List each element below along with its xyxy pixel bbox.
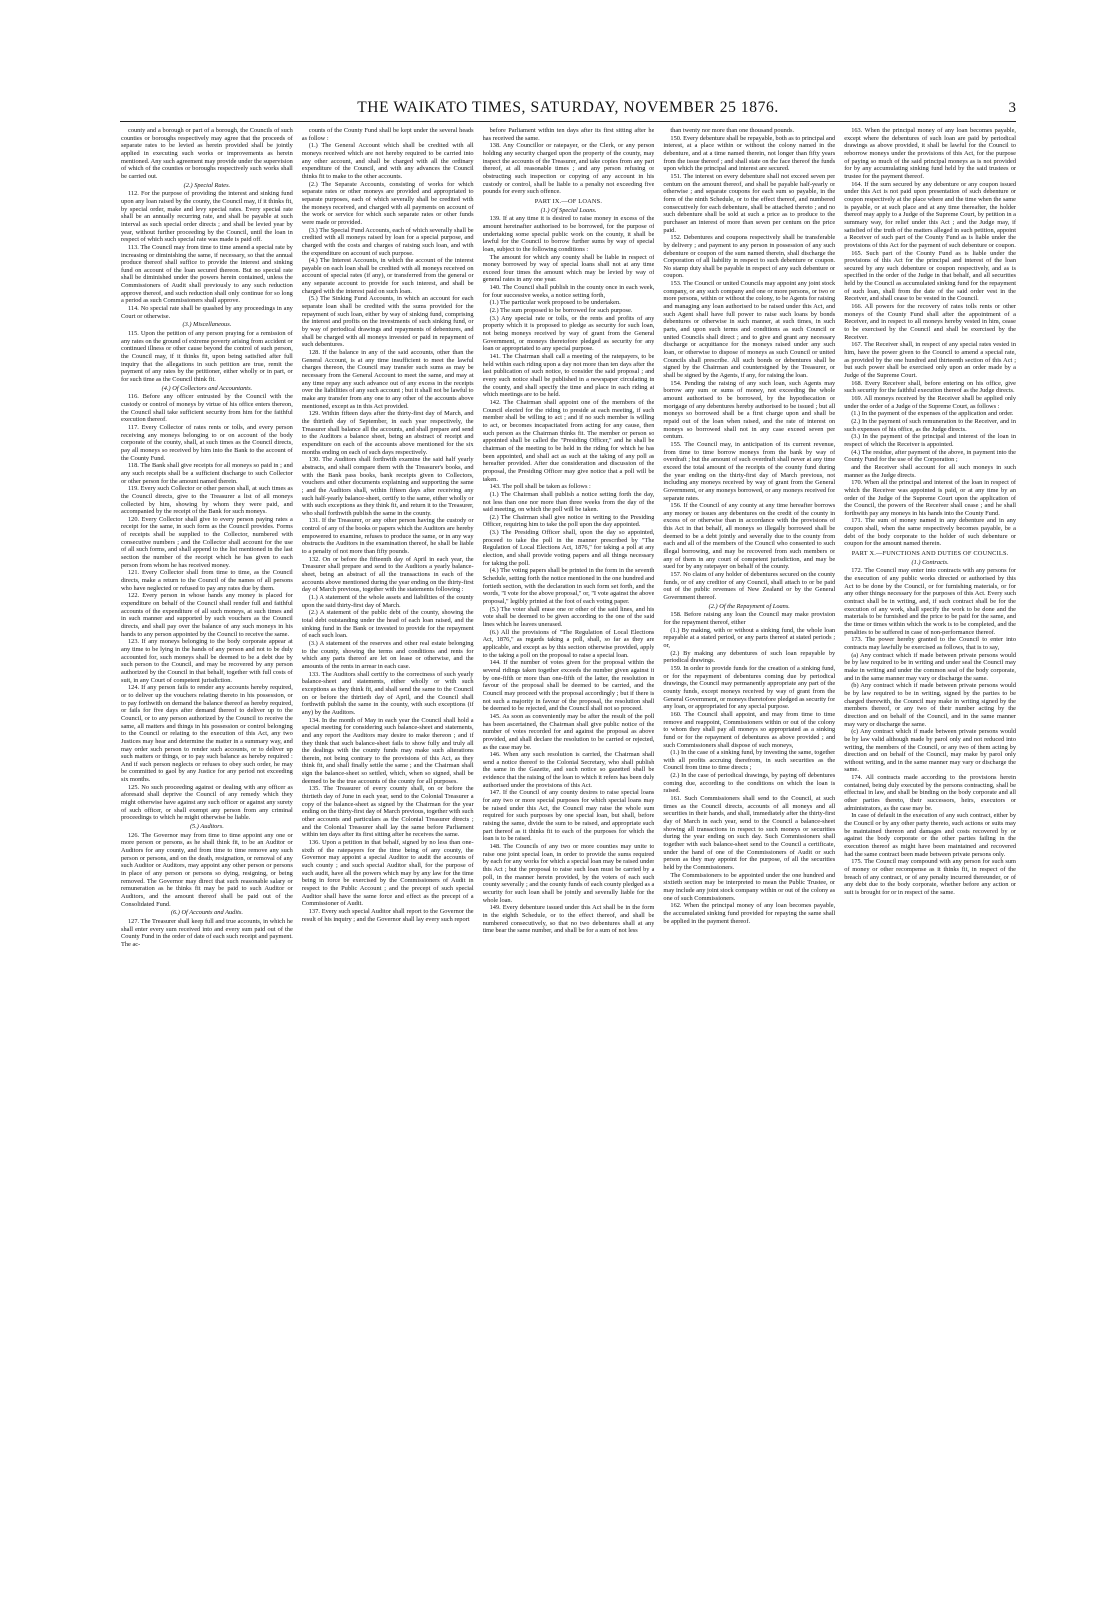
paragraph: 115. Upon the petition of any person praying for a remission of any rates on the ground of extreme poverty arising from accident or continued illness or other cause beyond the control of such person, the Council may, if it thinks fit, upon being satisfied after full inquiry that the allegations in such petition are true, remit the payment of any rates by the petitioner, either wholly or in part, or for such time as the Council think fit.: [121, 330, 293, 383]
section-heading: (2.) Of the Repayment of Loans.: [708, 602, 790, 610]
paragraph: 172. The Council may enter into contracts with any persons for the execution of any public works directed or authorised by this Act to be done by the Council, or for furnishing materials, or for any other things necessary for the purposes of this Act. Every such contract shall be in writing, and, if such contract shall be for the execution of any work, shall specify the work to be done and the materials to be furnished and the price to be paid for the same, and the time or times within which the work is to be completed, and the penalties to be suffered in case of non-performance thereof.: [844, 567, 1016, 636]
paragraph: 135. The Treasurer of every county shall, on or before the thirtieth day of June in each year, send to the Colonial Treasurer a copy of the balance-sheet as signed by the Chairman for the year ending on the thirty-first day of March previous, together with such other accounts and particulars as the Colonial Treasurer directs ; and the Colonial Treasurer shall lay the same before Parliament within ten days after its first sitting after he receives the same.: [301, 785, 474, 839]
section-heading: (2.) Special Rates.: [183, 181, 231, 189]
paragraph: 130. The Auditors shall forthwith examine the said half yearly abstracts, and shall compare them with the Treasurer's books, and with the Bank pass books, bank receipts given to Collectors, vouchers and other documents explaining and supporting the same ; and the Auditors shall, within fifteen days after receiving any such half-yearly balance-sheet, certify to the same, either wholly or with such exceptions as they think fit, and return it to the Treasurer, who shall forthwith publish the same in the county.: [301, 456, 474, 517]
column-2: [302, 127, 474, 1507]
paragraph: 112. For the purpose of providing the interest and sinking fund upon any loan raised by the county, the Council may, if it thinks fit, by special order, make and levy special rates. Every special rate shall be an annually recurring rate, and shall be payable at such interval as such special order directs ; and shall be levied year by year, without further proceeding by the Council, until the loan in respect of which such special rate was made is paid off.: [121, 190, 293, 244]
paragraph: (2.) By making any debentures of such loan repayable by periodical drawings.: [663, 649, 836, 665]
paragraph: (5.) The voter shall erase one or other of the said lines, and his vote shall be deemed to be given according to the one of the said lines which he leaves unerased.: [482, 605, 655, 628]
paragraph: 175. The Council may compound with any person for such sum of money or other recompense as it thinks fit, in respect of the breach of any contract, or of any penalty incurred thereunder, or of any debt due to the body corporate, whether before any action or suit is brought for or in respect of the same.: [844, 858, 1016, 896]
paragraph: 169. All moneys received by the Receiver shall be applied only under the order of a Judge of the Supreme Court, as follows :: [844, 394, 1016, 410]
paragraph: 118. The Bank shall give receipts for all moneys so paid in ; and any such receipts shall be a sufficient discharge to such Collector or other person for the amount named therein.: [121, 462, 293, 485]
paragraph: (2.) The Separate Accounts, consisting of works for which separate rates or other moneys are provided and appropriated to separate purposes, each of which severally shall be credited with the moneys received, and charged with all payments on account of the work or service for which such separate rates or other funds were made or provided.: [301, 180, 474, 226]
paragraph: 122. Every person in whose hands any money is placed for expenditure on behalf of the Council shall render full and faithful accounts of the expenditure of all such moneys, at such times and in such manner and supported by such vouchers as the Council directs, and shall pay over the balance of any such moneys in his hands to any person appointed by the Council to receive the same.: [121, 592, 293, 638]
paragraph: 121. Every Collector shall from time to time, as the Council directs, make a return to the Council of the names of all persons who have neglected or refused to pay any rates due by them.: [121, 569, 293, 592]
paragraph: (4.) The residue, after payment of the above, in payment into the County Fund for the use of the Corporation ;: [844, 448, 1016, 464]
column-4: [663, 127, 835, 1507]
paragraph: 168. Every Receiver shall, before entering on his office, give such security for the faithful execution thereof as the Judge directs.: [844, 379, 1016, 395]
paragraph: before Parliament within ten days after its first sitting after he has received the same.: [482, 127, 655, 142]
section-heading: (6.) Of Accounts and Audits.: [170, 909, 243, 917]
paragraph: 128. If the balance in any of the said accounts, other than the General Account, is at any time insufficient to meet the lawful charges thereon, the Council may transfer such sums as may be necessary from the General Account to meet the same, and may at any time repay any such advance out of any excess in the receipts over the liabilities of any such account ; but it shall not be lawful to make any transfer from any one to any other of the accounts above mentioned, except as in this Act provided.: [301, 349, 474, 410]
part-heading: PART X.—FUNCTIONS AND DUTIES OF COUNCILS.: [851, 550, 1009, 558]
paragraph: 174. All contracts made according to the provisions herein contained, being duly executed by the persons contracting, shall be effectual in law, and shall be binding on the body corporate and all other parties thereto, their successors, heirs, executors or administrators, as the case may be.: [844, 774, 1016, 812]
paragraph: 162. When the principal money of any loan becomes payable, the accumulated sinking fund provided for repaying the same shall be applied in the payment thereof.: [663, 902, 836, 925]
paragraph: (a) Any contract which if made between private persons would be by law required to be in writing and under seal the Council may make in writing and under the common seal of the body corporate, and in the same manner may vary or discharge the same.: [844, 651, 1016, 682]
paragraph: 131. If the Treasurer, or any other person having the custody or control of any of the books or papers which the Auditors are hereby empowered to examine, refuses to produce the same, or in any way obstructs the Auditors in the examination thereof, he shall be liable to a penalty of not more than fifty pounds.: [301, 517, 474, 556]
paragraph: 120. Every Collector shall give to every person paying rates a receipt for the same, in such form as the Council provides. Forms of receipts shall be supplied to the Collector, numbered with consecutive numbers ; and the Collector shall account for the use of all such forms, and shall append to the list mentioned in the last section the number of the receipt which he has given to each person from whom he has received money.: [121, 515, 293, 569]
paragraph: 125. No such proceeding against or dealing with any officer as aforesaid shall deprive the Council of any remedy which they might otherwise have against any such officer or against any surety of such officer, or shall exempt any person from any criminal proceedings to which he might otherwise be liable.: [121, 783, 293, 822]
section-heading: (1.) Contracts.: [911, 558, 949, 566]
paragraph: 114. No special rate shall be quashed by any proceedings in any Court or otherwise.: [121, 305, 293, 320]
paragraph: (2.) A statement of the public debt of the county, showing the total debt outstanding under the head of each loan raised, and the sinking fund in the Bank or invested to provide for the repayment of each such loan.: [301, 609, 474, 640]
paragraph: 150. Every debenture shall be repayable, both as to principal and interest, at a place within or without the colony named in the debenture, and at a time named therein, not longer than fifty years from the issue thereof ; and shall state on the face thereof the funds upon which the principal and interest are secured.: [663, 134, 836, 173]
paragraph: 171. The sum of money named in any debenture and in any coupon shall, when the same respectively becomes payable, be a debt of the body corporate to the holder of such debenture or coupon for the amount named therein.: [844, 517, 1016, 548]
paragraph: 133. The Auditors shall certify to the correctness of such yearly balance-sheet and statements, either wholly or with such exceptions as they think fit, and shall send the same to the Council on or before the thirtieth day of April, and the Council shall forthwith publish the same in the county, with such exceptions (if any) by the Auditors.: [301, 670, 474, 716]
paragraph: 146. When any such resolution is carried, the Chairman shall send a notice thereof to the Colonial Secretary, who shall publish the same in the Gazette, and such notice so gazetted shall be evidence that the raising of the loan to which it refers has been duly authorised under the provisions of this Act.: [482, 751, 655, 789]
paragraph: 134. In the month of May in each year the Council shall hold a special meeting for considering such balance-sheet and statements, and any report the Auditors may desire to make thereon ; and if they think that such balance-sheet fails to show fully and truly all the dealings with the county funds may make such alterations therein, not being contrary to the provisions of this Act, as they think fit, and shall finally settle the same ; and the Chairman shall sign the balance-sheet so settled, which, when so signed, shall be deemed to be the true accounts of the county for all purposes.: [301, 716, 474, 785]
paragraph: 116. Before any officer entrusted by the Council with the custody or control of moneys by virtue of his office enters thereon, the Council shall take sufficient security from him for the faithful execution thereof.: [121, 393, 293, 424]
paragraph: 156. If the Council of any county at any time hereafter borrows any money or issues any debentures on the credit of the county in excess of or otherwise than in accordance with the provisions of this Act in that behalf, all moneys so illegally borrowed shall be deemed to be a debt jointly and severally due to the county from each and all of the members of the Council who consented to such illegal borrowing, and may be recovered from such members or any of them in any court of competent jurisdiction, and may be sued for by any ratepayer on behalf of the county.: [663, 502, 836, 571]
text-columns: [121, 127, 1016, 1507]
page-number: 3: [1008, 100, 1016, 116]
paragraph: (3.) Any special rate or tolls, or the rents and profits of any property which it is proposed to pledge as security for such loan, not being moneys received by way of grant from the General Government, or moneys theretofore pledged as security for any loan or appropriated to any special purpose.: [482, 314, 655, 353]
paragraph: (3.) A statement of the reserves and other real estate belonging to the county, showing the terms and conditions and rents for which any parts thereof are let on lease or otherwise, and the amounts of the rents in arrear in each case.: [301, 639, 474, 670]
paragraph: 145. As soon as conveniently may be after the result of the poll has been ascertained, the Chairman shall give public notice of the number of votes recorded for and against the proposal as above provided, and shall declare the resolution to be carried or rejected, as the case may be.: [482, 712, 655, 751]
paragraph: 158. Before raising any loan the Council may make provision for the repayment thereof, either: [663, 611, 836, 626]
page-header: [120, 93, 1016, 122]
paragraph: 167. The Receiver shall, in respect of any special rates vested in him, have the power given to the Council to amend a special rate, as provided by the one hundred and thirteenth section of this Act ; but such power shall be exercised only upon an order made by a Judge of the Supreme Court.: [844, 341, 1016, 379]
paragraph: 163. When the principal money of any loan becomes payable, except where the debentures of such loan are paid by periodical drawings as above provided, it shall be lawful for the Council to reborrow moneys under the provisions of this Act, for the purpose of paying so much of the said principal moneys as is not provided for by any accumulating sinking fund held by the said trustees or trustee for the payment thereof.: [844, 127, 1016, 180]
paragraph: 157. No claim of any holder of debentures secured on the county funds, or of any creditor of any Council, shall attach to or be paid out of the public revenues of New Zealand or by the General Government thereof.: [663, 571, 836, 602]
paragraph: 124. If any person fails to render any accounts hereby required, or to deliver up the vouchers relating thereto in his possession, or to pay forthwith on demand the balance thereof as hereby required, or fails for five days after demand thereof to deliver up to the Council, or to any person authorized by the Council to receive the same, all matters and things in his possession or control belonging to the Council or relating to the execution of this Act, any two Justices may hear and determine the matter in a summary way, and may order such person to render such accounts, or to deliver up such matters or things, or to pay such balance as hereby required : And if such person neglects or refuses to obey such order, he may be committed to gaol by any Justice for any period not exceeding six months.: [121, 684, 293, 784]
paragraph: 141. The Chairman shall call a meeting of the ratepayers, to be held within each riding upon a day not more than ten days after the last publication of such notice, to consider the said proposal ; and every such notice shall be published in a newspaper circulating in the county, and shall specify the time and place in each riding at which meetings are to be held.: [482, 353, 655, 399]
paragraph: (1.) In the case of a sinking fund, by investing the same, together with all profits accruing therefrom, in such securities as the Council from time to time directs ;: [663, 749, 836, 772]
paragraph: (3.) The Presiding Officer shall, upon the day so appointed, proceed to take the poll in the manner prescribed by "The Regulation of Local Elections Act, 1876," for taking a poll at any election, and shall provide voting papers and all things necessary for taking the poll.: [482, 529, 655, 567]
paragraph: 143. The poll shall be taken as follows :: [489, 483, 591, 491]
paragraph: 154. Pending the raising of any such loan, such Agents may borrow any sum or sums of money, not exceeding the whole amount authorised to be borrowed, by the hypothecation or mortgage of any debentures hereby authorised to be issued ; but all moneys so borrowed shall be a first charge upon and shall be repaid out of the loan when raised, and the rate of interest on moneys so borrowed shall not in any case exceed seven per centum.: [663, 379, 836, 441]
paragraph: 166. All powers for the recovery of rates tolls rents or other moneys of the County Fund shall after the appointment of a Receiver, and in respect to all moneys hereby vested in him, cease to be exercised by the Council and shall be exercised by the Receiver.: [844, 303, 1016, 341]
paragraph: 129. Within fifteen days after the thirty-first day of March, and the thirtieth day of September, in each year respectively, the Treasurer shall balance all the accounts, and shall prepare and send to the Auditors a balance sheet, being an abstract of receipt and expenditure on each of the accounts above mentioned for the six months ending on each of such days respectively.: [301, 410, 474, 456]
paragraph: 138. Any Councillor or ratepayer, or the Clerk, or any person holding any security charged upon the property of the county, may inspect the accounts of the Treasurer, and take copies from any part thereof, at all reasonable times ; and any person refusing or obstructing such inspection or copying of any account in his custody or control, shall be liable to a penalty not exceeding five pounds for every such offence.: [482, 142, 655, 196]
paragraph: 144. If the number of votes given for the proposal within the several ridings taken together exceeds the number given against it by one-fifth or more than one-fifth of the latter, the resolution in favour of the proposal shall be deemed to be carried, and the Council may proceed with the proposal accordingly ; but if there is not such a majority in favour of the proposal, the resolution shall be deemed to be rejected, and the Council shall not so proceed.: [482, 659, 655, 713]
section-heading: (5.) Auditors.: [189, 823, 224, 831]
section-heading: (1.) Of Special Loans.: [540, 206, 597, 214]
paragraph: 149. Every debenture issued under this Act shall be in the form in the eighth Schedule, or to the effect thereof, and shall be numbered consecutively, so that no two debentures shall at any time bear the same number, and shall be for a sum of not less: [482, 904, 655, 935]
paragraph: (4.) The Interest Accounts, in which the account of the interest payable on each loan shall be credited with all moneys received on account of special rates (if any), or transferred from the general or any separate account to provide for such interest, and shall be charged with the interest paid on such loan.: [301, 257, 474, 295]
paragraph: In case of default in the execution of any such contract, either by the Council or by any other party thereto, such actions or suits may be maintained thereon and damages and costs recovered by or against the body corporate or the other parties failing in the execution thereof as might have been maintained and recovered had the same contract been made between private persons only.: [844, 812, 1016, 858]
paragraph: and the Receiver shall account for all such moneys in such manner as the Judge directs.: [844, 463, 1016, 479]
paragraph: The Commissioners to be appointed under the one hundred and sixtieth section may be interpreted to mean the Public Trustee, or may include any joint stock company within or out of the colony as one of such Commissioners.: [663, 871, 836, 902]
paragraph: 142. The Chairman shall appoint one of the members of the Council elected for the riding to preside at each meeting, if such member shall be willing to act ; and if no such member is willing to act, or becomes incapacitated from acting for any cause, then such person as the Chairman thinks fit. The member or person so appointed shall be called the "Presiding Officer," and he shall be chairman of the meeting to be held in the riding for which he has been appointed, and shall act as such at the taking of any poll as hereafter provided. After due consideration and discussion of the proposal, the Presiding Officer may give notice that a poll will be taken.: [482, 398, 655, 483]
paragraph: (1.) By making, with or without a sinking fund, the whole loan repayable at a stated period, or any parts thereof at stated periods ; or,: [663, 626, 836, 649]
paragraph: 147. If the Council of any county desires to raise special loans for any two or more special purposes for which special loans may be raised under this Act, the Council may raise the whole sum required for such purposes by one special loan, but shall, before raising the same, divide the sum to be raised, and appropriate such part thereof as it thinks fit to each of the purposes for which the loan is to be raised.: [482, 789, 655, 843]
section-heading: (4.) Of Collectors and Accountants.: [161, 384, 253, 392]
paragraph: (1.) In the payment of the expenses of the application and order.: [851, 410, 1014, 418]
paragraph: (4.) The voting papers shall be printed in the form in the seventh Schedule, setting forth the notice mentioned in the one hundred and fortieth section, with the declaration in such form set forth, and the words, "I vote for the above proposal," or, "I vote against the above proposal," legibly printed at the foot of each voting paper.: [482, 567, 655, 606]
paragraph: (2.) In the payment of such remuneration to the Receiver, and in such expenses of his office, as the Judge directs.: [844, 417, 1016, 433]
column-5: [844, 127, 1016, 1507]
paragraph: (1.) A statement of the whole assets and liabilities of the county upon the said thirty-first day of March.: [301, 594, 474, 609]
paragraph: (6.) All the provisions of "The Regulation of Local Elections Act, 1876," as regards taking a poll, shall, so far as they are applicable, and except as by this section otherwise provided, apply to the taking a poll on the proposal to raise a special loan.: [482, 628, 655, 659]
section-heading: (3.) Miscellaneous.: [182, 321, 232, 329]
paragraph: (c) Any contract which if made between private persons would be by law valid although made by parol only and not reduced into writing, the members of the Council, or any two of them acting by direction and on behalf of the Council, may make by parol only without writing, and in the same manner may vary or discharge the same.: [844, 728, 1016, 774]
paragraph: (1.) The Chairman shall publish a notice setting forth the day, not less than one nor more than three weeks from the day of the said meeting, on which the poll will be taken.: [482, 490, 655, 514]
paragraph: 140. The Council shall publish in the county once in each week, for four successive weeks, a notice setting forth,: [482, 284, 655, 299]
paragraph: 164. If the sum secured by any debenture or any coupon issued under this Act is not paid upon presentation of such debenture or coupon respectively at the place where and the time when the same is payable, or at such place and at any time thereafter, the holder thereof may apply to a Judge of the Supreme Court, by petition in a summary way, for relief under this Act ; and the Judge may, if satisfied of the truth of the matters alleged in such petition, appoint a Receiver of such part of the County Fund as is liable under the provisions of this Act for the payment of such debenture or coupon.: [844, 180, 1016, 249]
paragraph: 136. Upon a petition in that behalf, signed by no less than one-sixth of the ratepayers for the time being of any county, the Governor may appoint a special Auditor to audit the accounts of such county ; and such special Auditor shall, for the purpose of such audit, have all the powers which may by any law for the time being in force be exercised by the Commissioners of Audit in respect to the Public Account ; and the precept of such special Auditor shall have the same force and effect as the precept of a Commissioner of Audit.: [301, 839, 474, 908]
paragraph: 113. The Council may from time to time amend a special rate by increasing or diminishing the same, if necessary, so that the annual produce thereof shall suffice to provide the interest and sinking fund on account of the loan secured thereon. But no special rate shall be diminished under the powers herein contained, unless the Commissioners of Audit shall previously to any such reduction approve thereof, and such reduction shall only continue for so long a period as such Commissioners shall approve.: [121, 243, 293, 305]
column-3: [483, 127, 655, 1507]
paragraph: (2.) The sum proposed to be borrowed for such purpose.: [489, 307, 633, 315]
paragraph: 148. The Councils of any two or more counties may unite to raise one joint special loan, in order to provide the sums required by each for any works for which a special loan may be raised under this Act ; but the proposal to raise such loan must be carried by a poll, in the manner herein provided, by the voters of each such county severally ; and the county funds of each county pledged as a security for such loan shall be jointly and severally liable for the whole loan.: [482, 843, 655, 904]
paragraph: (b) Any contract which if made between private persons would be by law required to be in writing, signed by the parties to be charged therewith, the Council may make in writing signed by the members thereof, or any two of their number acting by the direction and on behalf of the Council, and in the same manner may vary or discharge the same.: [844, 682, 1016, 728]
paragraph: 119. Every such Collector or other person shall, at such times as the Council directs, give to the Treasurer a list of all moneys collected by him, showing by whom they were paid, and accompanied by the receipt of the Bank for such moneys.: [121, 485, 293, 516]
paragraph: The amount for which any county shall be liable in respect of money borrowed by way of special loans shall not at any time exceed four times the amount which may be levied by way of general rates in any one year.: [482, 253, 655, 284]
paragraph: (2.) In the case of periodical drawings, by paying off debentures coming due, according to the conditions on which the loan is raised.: [663, 772, 836, 795]
paragraph: 161. Such Commissioners shall send to the Council, at such times as the Council directs, accounts of all moneys and all securities in their hands, and shall, immediately after the thirty-first day of March in each year, send to the Council a balance-sheet showing all transactions in respect to such moneys or securities during the year ending on such day. Such Commissioners shall together with such balance-sheet send to the Council a certificate, under the hand of one of the Commissioners of Audit or such person as they may appoint for the purpose, of all the securities held by the Commissioners.: [663, 795, 836, 871]
paragraph: county and a borough or part of a borough, the Councils of such counties or boroughs respectively may agree that the proceeds of separate rates to be levied as herein provided shall be jointly applied in executing such works or improvements as herein mentioned. Any such agreement may provide under the supervision of which of the counties or boroughs respectively such works shall be carried out.: [121, 127, 293, 180]
paragraph: (1.) The particular work proposed to be undertaken.: [489, 299, 621, 307]
paragraph: 159. In order to provide funds for the creation of a sinking fund, or for the repayment of debentures coming due by periodical drawings, the Council may permanently appropriate any part of the county funds, except moneys received by way of grant from the General Government, or moneys theretofore pledged as security for any loan, or appropriated for any special purpose.: [663, 664, 836, 711]
paragraph: 123. If any moneys belonging to the body corporate appear at any time to be lying in the hands of any person and not to be duly accounted for, such moneys shall be deemed to be a debt due by such person to the Council, and may be recovered by any person authorized by the Council in that behalf, together with full costs of suit, in any Court of competent jurisdiction.: [121, 638, 293, 684]
part-heading: PART IX.—OF LOANS.: [534, 197, 603, 205]
paragraph: than twenty nor more than one thousand pounds.: [670, 127, 795, 134]
paragraph: (5.) The Sinking Fund Accounts, in which an account for each separate loan shall be credited with the sums provided for the repayment of such loan, either by way of sinking fund, comprising the interest and profits on the investments of such sinking fund, or by way of periodical drawings and repayments of debentures, and shall be charged with all moneys invested or paid in repayment of such debentures.: [301, 295, 474, 349]
paragraph: 132. On or before the fifteenth day of April in each year, the Treasurer shall prepare and send to the Auditors a yearly balance-sheet, being an abstract of all the transactions in each of the accounts above mentioned during the year ending on the thirty-first day of March previous, together with the statements following :: [301, 555, 474, 594]
paragraph: 137. Every such special Auditor shall report to the Governor the result of his inquiry ; and the Governor shall lay every such report: [301, 907, 474, 923]
paragraph: 155. The Council may, in anticipation of its current revenue, from time to time borrow moneys from the bank by way of overdraft ; but the amount of such overdraft shall never at any time exceed the total amount of the receipts of the county fund during the year ending on the thirty-first day of March previous, not including any moneys received by way of grant from the General Government, or any moneys borrowed, or any moneys received for separate rates.: [663, 440, 836, 502]
paragraph: counts of the County Fund shall be kept under the several heads as follow :: [301, 127, 474, 142]
paragraph: 127. The Treasurer shall keep full and true accounts, in which he shall enter every sum received into and every sum paid out of the County Fund in the order of date of each such receipt and payment. The ac-: [121, 917, 293, 948]
paragraph: 139. If at any time it is desired to raise money in excess of the amount hereinafter authorised to be borrowed, for the purpose of undertaking some special public work on the county, it shall be lawful for the Council to borrow further sums by way of special loan, subject to the following conditions :: [482, 215, 655, 253]
paragraph: 117. Every Collector of rates rents or tolls, and every person receiving any moneys belonging to or on account of the body corporate of the county, shall, at such times as the Council directs, pay all moneys so received by him into the Bank to the account of the County Fund.: [121, 423, 293, 462]
masthead: THE WAIKATO TIMES, SATURDAY, NOVEMBER 25 1876.: [357, 99, 779, 116]
paragraph: 173. The power hereby granted to the Council to enter into contracts may lawfully be exercised as follows, that is to say,: [844, 636, 1016, 651]
paragraph: 170. When all the principal and interest of the loan in respect of which the Receiver was appointed is paid, or at any time by an order of the Judge of the Supreme Court upon the application of the Council, the powers of the Receiver shall cease ; and he shall forthwith pay any moneys in his hands into the County Fund.: [844, 479, 1016, 517]
paragraph: (3.) In the payment of the principal and interest of the loan in respect of which the Receiver is appointed.: [844, 433, 1016, 448]
paragraph: (2.) The Chairman shall give notice in writing to the Presiding Officer, requiring him to take the poll upon the day appointed.: [482, 513, 655, 529]
column-1: [121, 127, 293, 1507]
paragraph: (1.) The General Account which shall be credited with all moneys received which are not hereby required to be carried into any other account, and shall be charged with all the ordinary expenditure of the Council, and with any advances the Council thinks fit to make to the other accounts.: [301, 142, 474, 180]
paragraph: 165. Such part of the County Fund as is liable under the provisions of this Act for the principal and interest of the loan secured by any such debenture or coupon respectively, and as is specified in the order of the Judge in that behalf, and all securities held by the Council as accumulated sinking fund for the repayment of such loan, shall from the date of the said order vest in the Receiver, and shall cease to be vested in the Council.: [844, 249, 1016, 303]
paragraph: 151. The interest on every debenture shall not exceed seven per centum on the amount thereof, and shall be payable half-yearly or otherwise ; and separate coupons for each sum so payable, in the form of the ninth Schedule, or to the effect thereof, and numbered consecutively for each debenture, shall be attached thereto ; and no such debenture shall be sold at such a price as to produce to the purchaser an interest of more than seven per centum on the price paid.: [663, 172, 836, 234]
paragraph: 152. Debentures and coupons respectively shall be transferable by delivery ; and payment to any person in possession of any such debenture or coupon of the sum named therein, shall discharge the Corporation of all liability in respect to such debenture or coupon. No stamp duty shall be payable in respect of any such debenture or coupon.: [663, 234, 836, 280]
paragraph: (3.) The Special Fund Accounts, each of which severally shall be credited with all moneys raised by loan for a special purpose, and charged with the costs and charges of raising such loan, and with the expenditure on account of such purpose.: [301, 226, 474, 257]
paragraph: 153. The Council or united Councils may appoint any joint stock company, or any such company and one or more persons, or two or more persons, within or without the colony, to be Agents for raising and managing any loan authorised to be raised under this Act, and such Agent shall have full power to raise such loans by bonds debentures or otherwise in such manner, at such times, in such parts, and upon such terms and conditions as such Council or united Councils shall direct ; and to give and grant any necessary discharge or acquittance for the moneys raised under any such loan, or otherwise to dispose of moneys as such Council or united Councils shall prescribe. All such bonds or debentures shall be signed by the Chairman and countersigned by the Treasurer, or shall be signed by the Agents, if any, for raising the loan.: [663, 280, 836, 379]
paragraph: 160. The Council shall appoint, and may from time to time remove and reappoint, Commissioners within or out of the colony to whom they shall pay all moneys so appropriated as a sinking fund or for the repayment of debentures as above provided ; and such Commissioners shall dispose of such moneys,: [663, 710, 836, 749]
paragraph: 126. The Governor may from time to time appoint any one or more person or persons, as he shall think fit, to be an Auditor or Auditors for any county, and from time to time remove any such person or persons, and on the death, resignation, or removal of any such Auditor or Auditors, may appoint any other person or persons in place of any person or persons so dying, resigning, or being removed. The Governor may direct that such reasonable salary or remuneration as he thinks fit may be paid to such Auditor or Auditors, and the amount thereof shall be paid out of the Consolidated Fund.: [121, 831, 293, 908]
